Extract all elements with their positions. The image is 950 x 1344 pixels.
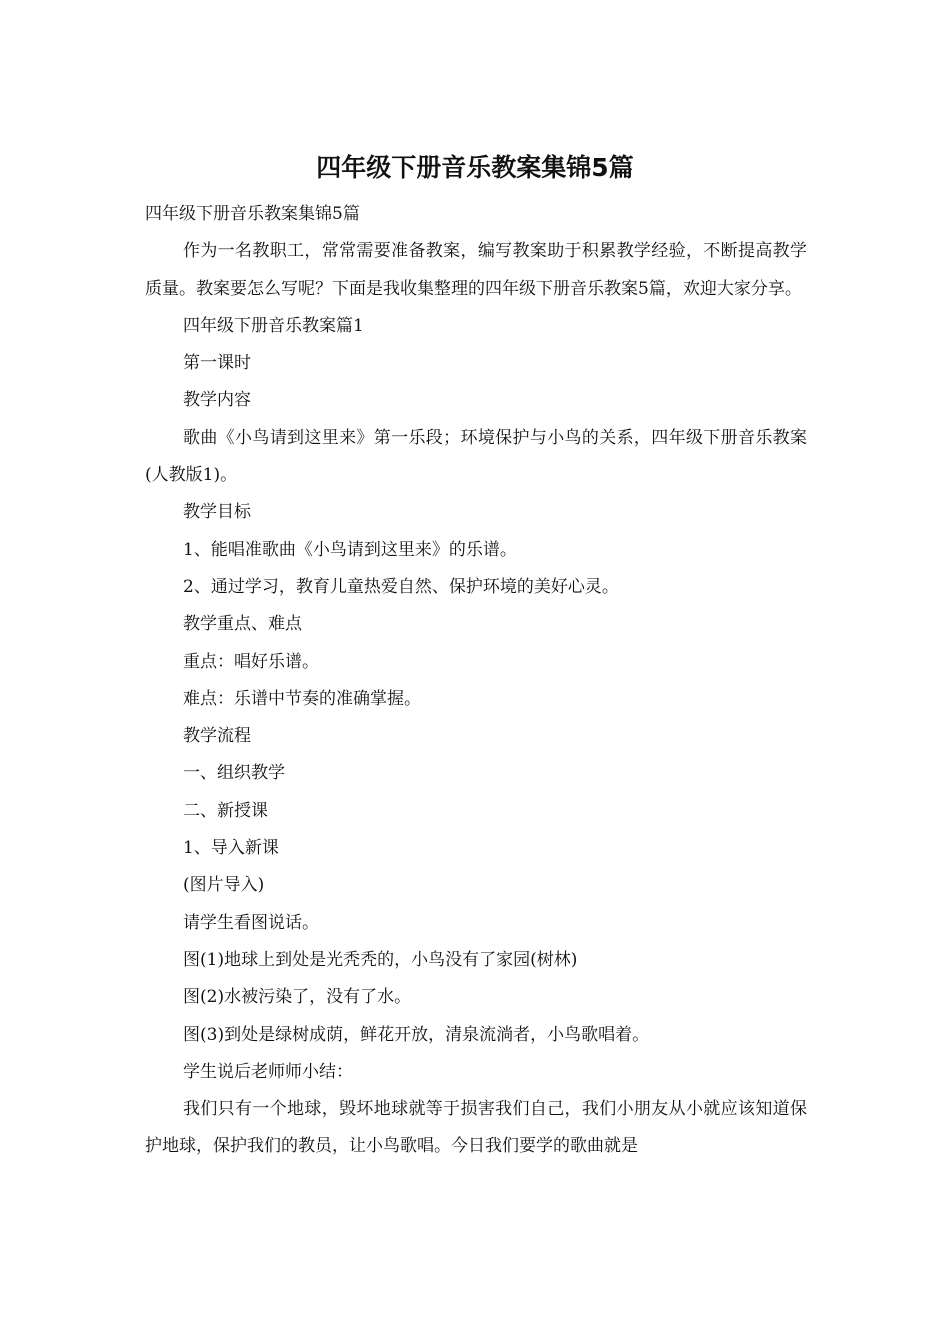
- paragraph-first-class: 第一课时: [183, 353, 251, 374]
- paragraph-step-2: 二、新授课: [183, 800, 268, 821]
- paragraph-intro: 作为一名教职工，常常需要准备教案，编写教案助于积累教学经验，不断提高教学质量。教案要怎么写呢？下面是我收集整理的四年级下册音乐教案5篇，欢迎大家分享。: [145, 241, 807, 299]
- paragraph-key-point: 重点：唱好乐谱。: [183, 651, 319, 672]
- paragraph-picture-3: 图(3)到处是绿树成荫，鲜花开放，清泉流淌者，小鸟歌唱着。: [183, 1024, 650, 1045]
- paragraph-substep-1: 1、导入新课: [183, 838, 279, 859]
- paragraph-image-intro: (图片导入): [183, 875, 265, 896]
- paragraph-process-heading: 教学流程: [183, 726, 251, 747]
- paragraph-goal-2: 2、通过学习，教育儿童热爱自然、保护环境的美好心灵。: [183, 576, 619, 597]
- paragraph-teaching-content-heading: 教学内容: [183, 390, 251, 411]
- paragraph-key-points-heading: 教学重点、难点: [183, 614, 302, 635]
- paragraph-look-and-talk: 请学生看图说话。: [183, 912, 319, 933]
- paragraph-lesson-heading: 四年级下册音乐教案篇1: [183, 315, 364, 336]
- paragraph-teacher-summary: 我们只有一个地球，毁坏地球就等于损害我们自己，我们小朋友从小就应该知道保护地球，保护我们的教员，让小鸟歌唱。今日我们要学的歌曲就是: [145, 1099, 807, 1157]
- document-body: [145, 196, 807, 1166]
- paragraph-subtitle: 四年级下册音乐教案集锦5篇: [145, 204, 360, 224]
- paragraph-goal-1: 1、能唱准歌曲《小鸟请到这里来》的乐谱。: [183, 539, 517, 560]
- paragraph-step-1: 一、组织教学: [183, 763, 285, 784]
- paragraph-teaching-goals-heading: 教学目标: [183, 502, 251, 523]
- document-title: 四年级下册音乐教案集锦5篇: [316, 153, 634, 182]
- paragraph-difficulty: 难点：乐谱中节奏的准确掌握。: [183, 688, 421, 709]
- paragraph-picture-2: 图(2)水被污染了，没有了水。: [183, 987, 412, 1008]
- paragraph-picture-1: 图(1)地球上到处是光秃秃的，小鸟没有了家园(树林): [183, 949, 578, 970]
- paragraph-teacher-summary-heading: 学生说后老师师小结：: [183, 1061, 353, 1082]
- paragraph-teaching-content: 歌曲《小鸟请到这里来》第一乐段；环境保护与小鸟的关系，四年级下册音乐教案(人教版1)。: [145, 427, 807, 486]
